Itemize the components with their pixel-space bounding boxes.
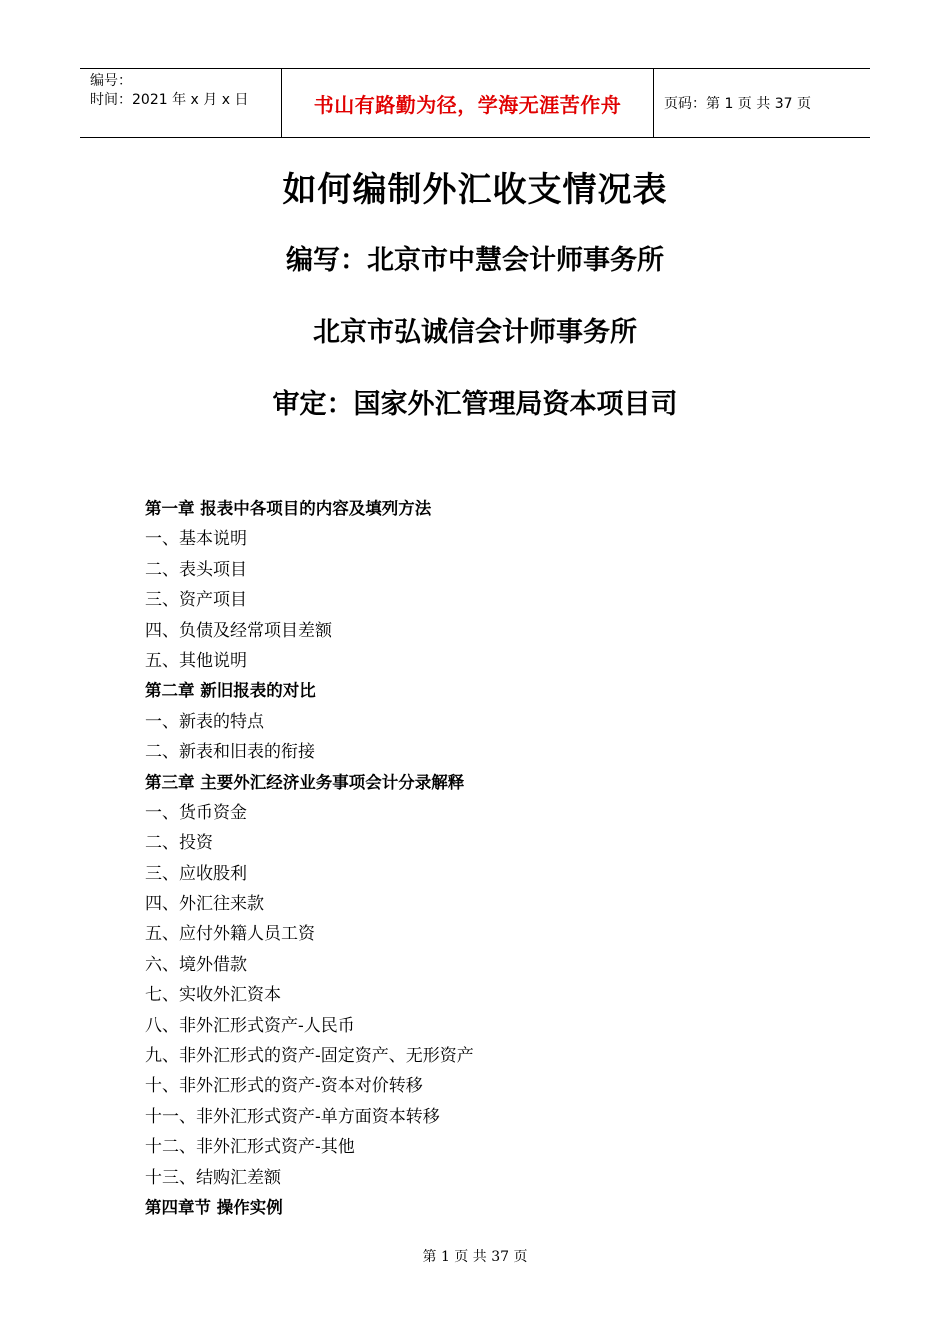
header-page-info: 页码：第 1 页 共 37 页	[664, 96, 811, 112]
toc-item: 四、外汇往来款	[145, 894, 264, 915]
toc-item: 十二、非外汇形式资产-其他	[145, 1137, 355, 1158]
toc-item: 二、投资	[145, 833, 213, 854]
reviewer-line: 审定：国家外汇管理局资本项目司	[272, 389, 678, 420]
toc-item: 五、其他说明	[145, 650, 247, 671]
document-number: 编号：	[90, 73, 132, 89]
header-meta-cell	[80, 69, 282, 137]
header-motto: 书山有路勤为径，学海无涯苦作舟	[282, 69, 654, 137]
toc-item: 三、应收股利	[145, 863, 247, 884]
toc-item: 四、负债及经常项目差额	[145, 620, 332, 641]
toc-item: 七、实收外汇资本	[145, 985, 281, 1006]
toc-item: 十三、结购汇差额	[145, 1167, 281, 1188]
table-of-contents	[145, 494, 845, 1223]
toc-item: 二、表头项目	[145, 559, 247, 580]
toc-item: 八、非外汇形式资产-人民币	[145, 1015, 355, 1036]
toc-item: 六、境外借款	[145, 954, 247, 975]
toc-item: 一、货币资金	[145, 802, 247, 823]
toc-item: 一、基本说明	[145, 529, 247, 550]
toc-item: 十、非外汇形式的资产-资本对价转移	[145, 1076, 423, 1097]
toc-chapter-heading: 第一章 报表中各项目的内容及填列方法	[145, 499, 432, 518]
toc-item: 三、资产项目	[145, 590, 247, 611]
toc-item: 一、新表的特点	[145, 711, 264, 732]
author-line-1: 编写：北京市中慧会计师事务所	[286, 245, 664, 276]
header-table	[80, 68, 870, 138]
author-line-2: 北京市弘诚信会计师事务所	[313, 317, 637, 348]
toc-chapter-heading: 第二章 新旧报表的对比	[145, 681, 316, 701]
toc-item: 九、非外汇形式的资产-固定资产、无形资产	[145, 1046, 474, 1067]
toc-chapter-heading: 第三章 主要外汇经济业务事项会计分录解释	[145, 772, 465, 792]
page-footer: 第 1 页 共 37 页	[422, 1249, 528, 1265]
document-title: 如何编制外汇收支情况表	[282, 170, 668, 210]
document-date: 时间：2021 年 x 月 x 日	[90, 92, 249, 108]
toc-item: 十一、非外汇形式资产-单方面资本转移	[145, 1106, 440, 1127]
toc-item: 五、应付外籍人员工资	[145, 924, 315, 945]
toc-chapter-heading: 第四章节 操作实例	[145, 1197, 283, 1217]
toc-item: 二、新表和旧表的衔接	[145, 742, 315, 763]
